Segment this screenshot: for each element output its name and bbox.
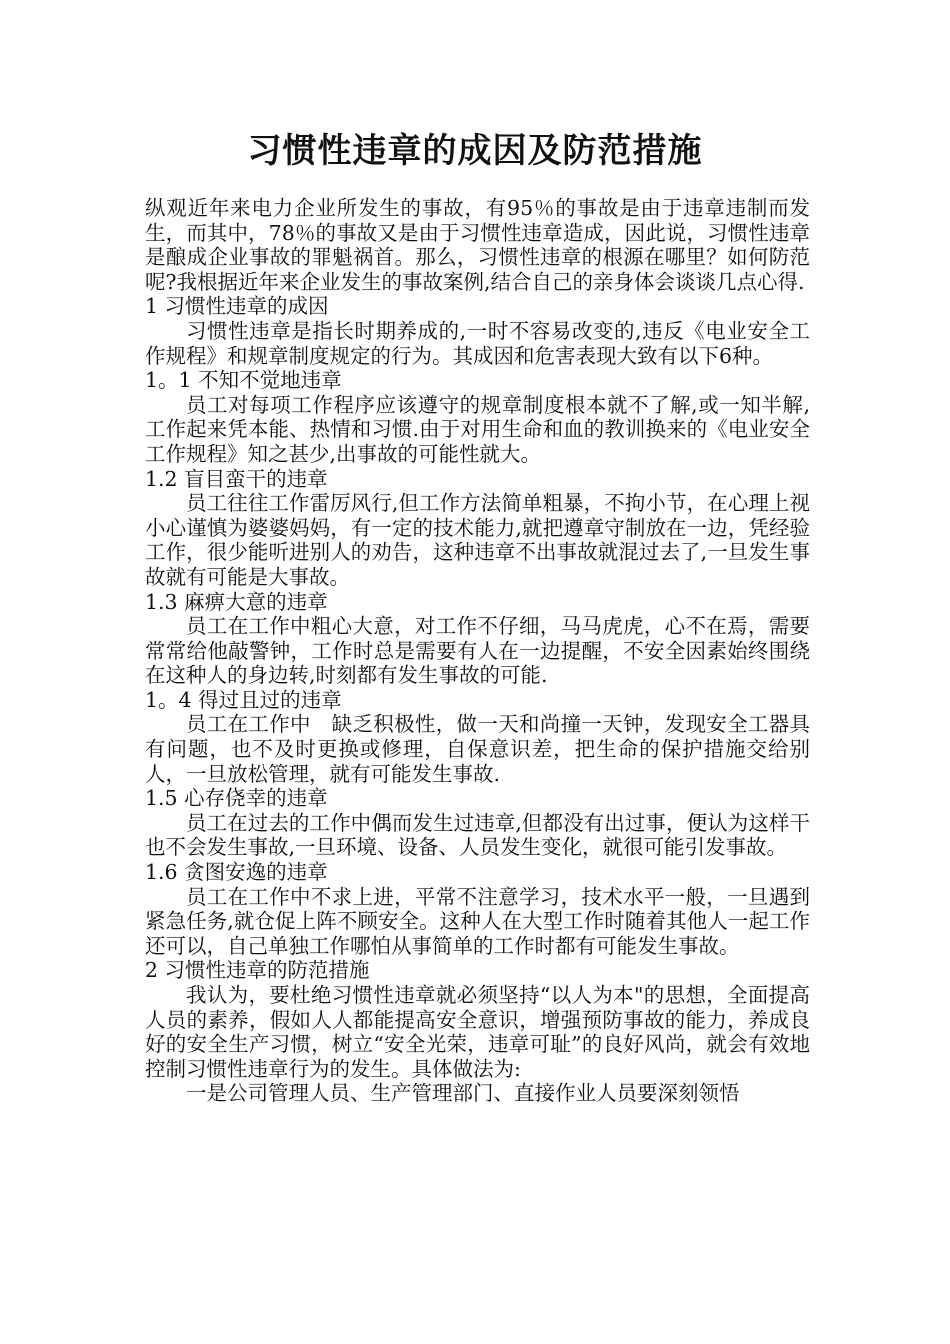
section-heading-1-5: 1.5 心存侥幸的违章	[145, 786, 328, 811]
paragraph-1-3: 员工在工作中粗心大意，对工作不仔细，马马虎虎，心不在焉，需要常常给他敲警钟，工作时总是需要有人在一边提醒，不安全因素始终围绕在这种人的身边转,时刻都有发生事故的可能.	[145, 614, 810, 688]
intro-paragraph: 纵观近年来电力企业所发生的事故，有95％的事故是由于违章违制而发生，而其中，78％的事故又是由于习惯性违章造成，因此说，习惯性违章是酿成企业事故的罪魁祸首。那么，习惯性违章的根源在哪里？如何防范呢?我根据近年来企业发生的事故案例,结合自己的亲身体会谈谈几点心得.	[145, 196, 810, 294]
section-heading-2: 2 习惯性违章的防范措施	[145, 958, 370, 983]
paragraph-1-5: 员工在过去的工作中偶而发生过违章,但都没有出过事，便认为这样干也不会发生事故,一旦环境、设备、人员发生变化，就很可能引发事故。	[145, 810, 810, 860]
section-heading-1-3: 1.3 麻痹大意的违章	[145, 589, 328, 614]
document-body	[145, 196, 810, 1106]
section-heading-1-4: 1。4 得过且过的违章	[145, 687, 342, 712]
section-heading-1-2: 1.2 盲目蛮干的违章	[145, 466, 328, 491]
section-heading-1-1: 1。1 不知不觉地违章	[145, 368, 342, 393]
paragraph-1-4: 员工在工作中 缺乏积极性，做一天和尚撞一天钟，发现安全工器具有问题，也不及时更换或修理，自保意识差，把生命的保护措施交给别人，一旦放松管理，就有可能发生事故.	[145, 712, 810, 786]
paragraph-1-2: 员工往往工作雷厉风行,但工作方法简单粗暴，不拘小节，在心理上视小心谨慎为婆婆妈妈，有一定的技术能力,就把遵章守制放在一边，凭经验工作，很少能听进别人的劝告，这种违章不出事故就混过去了,一旦发生事故就有可能是大事故。	[145, 491, 810, 589]
section-heading-1-6: 1.6 贪图安逸的违章	[145, 860, 328, 885]
paragraph-1: 习惯性违章是指长时期养成的,一时不容易改变的,违反《电业安全工作规程》和规章制度规定的行为。其成因和危害表现大致有以下6种。	[145, 318, 810, 368]
document-title: 习惯性违章的成因及防范措施	[247, 131, 703, 171]
paragraph-2-1: 一是公司管理人员、生产管理部门、直接作业人员要深刻领悟	[186, 1081, 740, 1106]
section-heading-1: 1 习惯性违章的成因	[145, 294, 329, 319]
paragraph-2: 我认为，要杜绝习惯性违章就必须坚持“以人为本"的思想，全面提高人员的素养，假如人人都能提高安全意识，增强预防事故的能力，养成良好的安全生产习惯，树立“安全光荣，违章可耻”的良好风尚，就会有效地控制习惯性违章行为的发生。具体做法为:	[145, 983, 810, 1081]
paragraph-1-6: 员工在工作中不求上进，平常不注意学习，技术水平一般，一旦遇到紧急任务,就仓促上阵不顾安全。这种人在大型工作时随着其他人一起工作还可以，自己单独工作哪怕从事简单的工作时都有可能发生事故。	[145, 884, 810, 958]
paragraph-1-1: 员工对每项工作程序应该遵守的规章制度根本就不了解,或一知半解,工作起来凭本能、热情和习惯.由于对用生命和血的教训换来的《电业安全工作规程》知之甚少,出事故的可能性就大。	[145, 392, 810, 466]
